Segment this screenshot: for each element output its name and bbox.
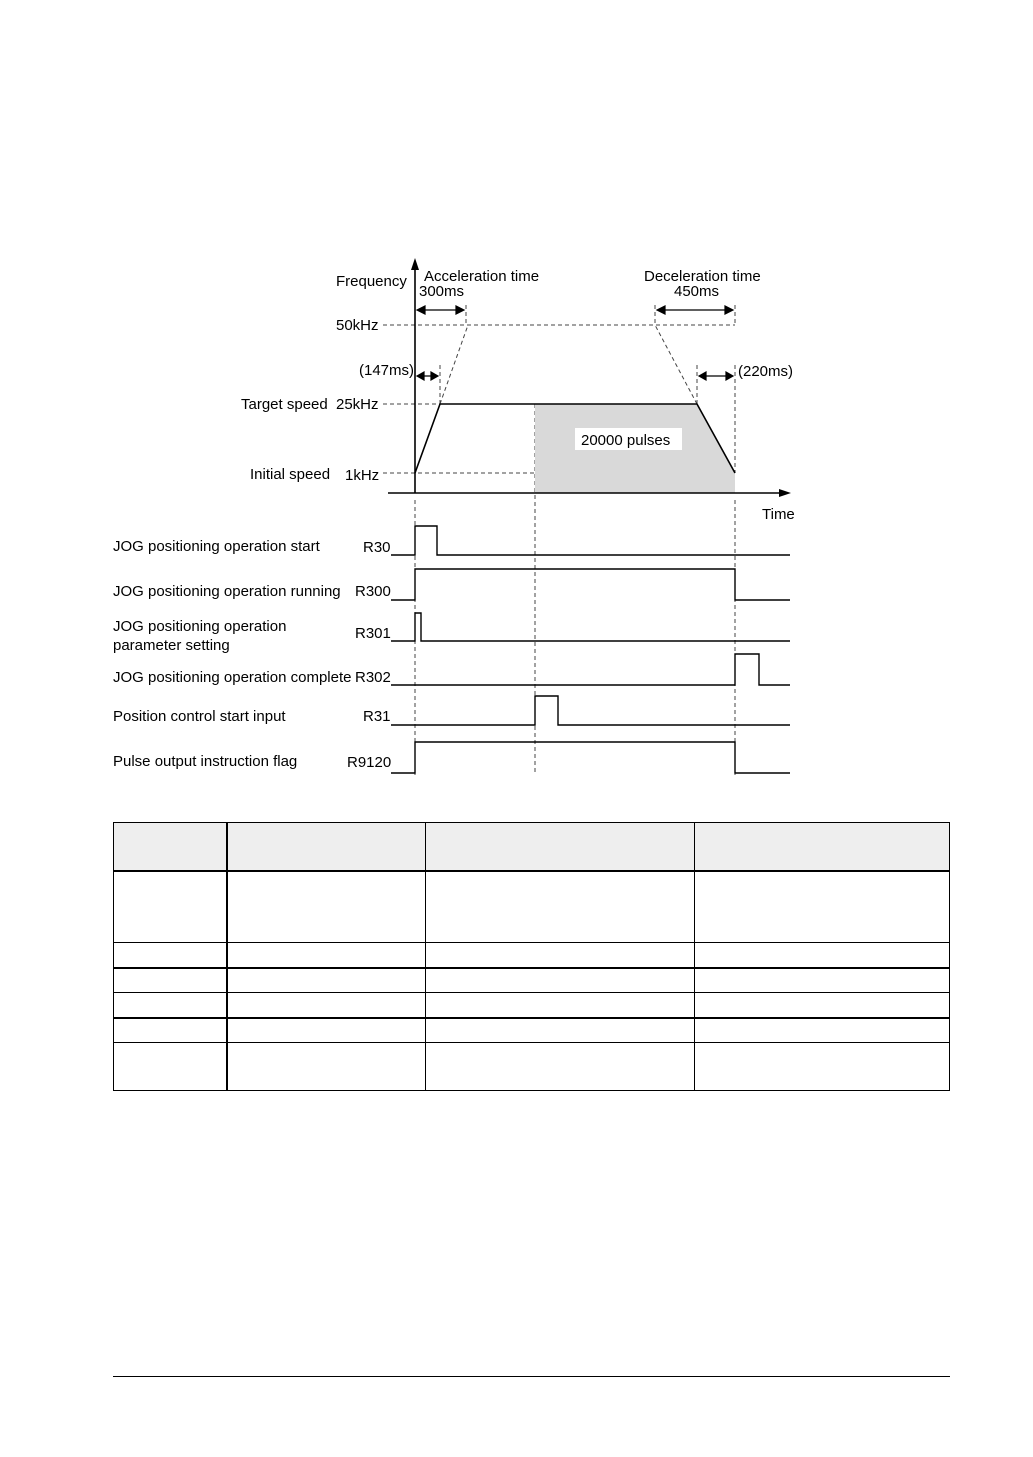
table-cell [227,943,426,968]
table-cell [426,1043,695,1091]
table-cell [227,1018,426,1043]
table-row [114,943,950,968]
signal-name: JOG positioning operation complete [113,669,352,686]
table-cell [227,1043,426,1091]
acceleration-value: 300ms [419,283,465,300]
waveform-r302 [391,654,790,685]
level-25khz: 25kHz [336,396,379,413]
signal-relay: R301 [355,625,391,642]
signal-name: Pulse output instruction flag [113,753,298,770]
deceleration-label: Deceleration time [644,268,761,285]
table-cell [227,993,426,1018]
target-speed-label: Target speed [241,396,328,413]
level-1khz: 1kHz [345,467,380,484]
parameter-table [113,822,950,1091]
signal-relay: R302 [355,669,391,686]
pulse-area-label: 20000 pulses [581,432,671,449]
y-axis-label: Frequency [336,273,407,290]
signal-name: JOG positioning operation running [113,583,341,600]
table-cell [227,823,426,871]
table-header-row [114,823,950,871]
acceleration-actual: (147ms) [359,362,415,379]
table-cell [695,1043,950,1091]
table-cell [114,871,228,943]
waveform-r300 [391,569,790,600]
table-cell [695,968,950,993]
table-cell [695,871,950,943]
table-cell [227,968,426,993]
table-cell [114,968,228,993]
level-50khz: 50kHz [336,317,379,334]
table-cell [695,993,950,1018]
initial-speed-label: Initial speed [250,466,331,483]
signal-relay: R9120 [347,754,392,771]
footer-rule [113,1376,950,1377]
signal-relay: R31 [363,708,391,725]
table-row [114,968,950,993]
waveform-r30 [391,526,790,555]
table-cell [695,943,950,968]
table-cell [426,968,695,993]
table-cell [426,993,695,1018]
table-cell [114,823,228,871]
table-row [114,1043,950,1091]
table-cell [114,993,228,1018]
table-cell [114,1018,228,1043]
table-cell [426,823,695,871]
signal-relay: R300 [355,583,391,600]
table-cell [426,871,695,943]
signal-waveforms [391,526,790,773]
waveform-r9120 [391,742,790,773]
waveform-r31 [391,696,790,725]
signal-name: JOG positioning operation start [113,538,320,555]
table-row [114,1018,950,1043]
waveform-r301 [391,613,790,641]
table-cell [695,1018,950,1043]
table-row [114,871,950,943]
table-cell [114,1043,228,1091]
dimension-arrows [417,306,733,380]
signal-name: Position control start input [113,708,286,725]
table-cell [426,1018,695,1043]
table-cell [426,943,695,968]
signal-name: JOG positioning operation [113,618,287,635]
acceleration-label: Acceleration time [424,268,540,285]
x-axis-label: Time [762,506,795,523]
deceleration-value: 450ms [674,283,720,300]
x-axis-arrow-icon [779,489,791,497]
table-row [114,993,950,1018]
table-cell [114,943,228,968]
deceleration-actual: (220ms) [738,363,794,380]
y-axis-arrow-icon [411,258,419,270]
signal-relay: R30 [363,539,391,556]
table-cell [227,871,426,943]
table-cell [695,823,950,871]
signal-name: parameter setting [113,637,230,654]
